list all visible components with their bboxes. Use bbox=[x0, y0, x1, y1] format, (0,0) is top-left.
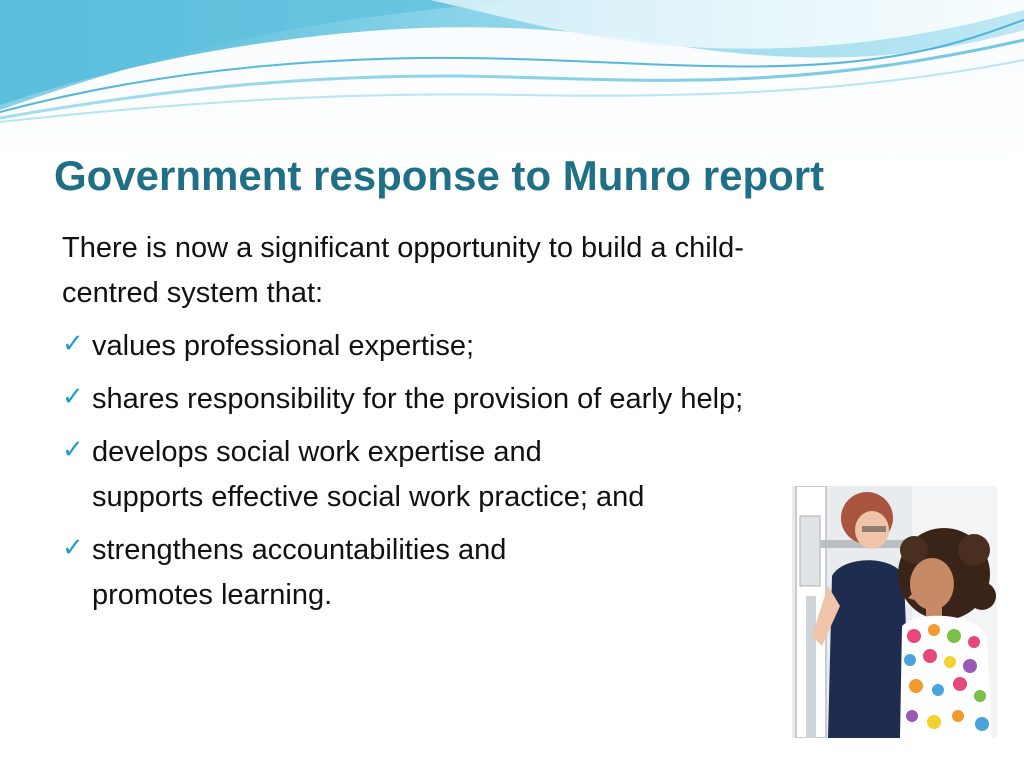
check-mark-icon: ✓ bbox=[62, 382, 84, 412]
checklist-item-text: supports effective social work practice; and bbox=[92, 481, 645, 513]
photo-illustration bbox=[792, 486, 997, 738]
check-mark-icon: ✓ bbox=[62, 329, 84, 359]
photo-child-height-measurement bbox=[792, 486, 997, 738]
checklist-item-values-expertise bbox=[62, 324, 922, 369]
checklist-item-text: develops social work expertise and bbox=[92, 436, 542, 468]
slide-title: Government response to Munro report bbox=[54, 152, 825, 199]
intro-line: centred system that: bbox=[62, 277, 324, 309]
wave-banner bbox=[0, 0, 1024, 125]
intro-line: There is now a significant opportunity to build a child- bbox=[62, 232, 744, 264]
checklist-item-text: values professional expertise; bbox=[92, 330, 475, 362]
checklist-item-text: promotes learning. bbox=[92, 579, 333, 611]
checklist-item-shares-responsibility bbox=[62, 377, 922, 422]
check-mark-icon: ✓ bbox=[62, 533, 84, 563]
intro-text bbox=[62, 226, 922, 316]
checklist-item-text: shares responsibility for the provision of early help; bbox=[92, 383, 744, 415]
checklist-item-text: strengthens accountabilities and bbox=[92, 534, 507, 566]
check-mark-icon: ✓ bbox=[62, 435, 84, 465]
